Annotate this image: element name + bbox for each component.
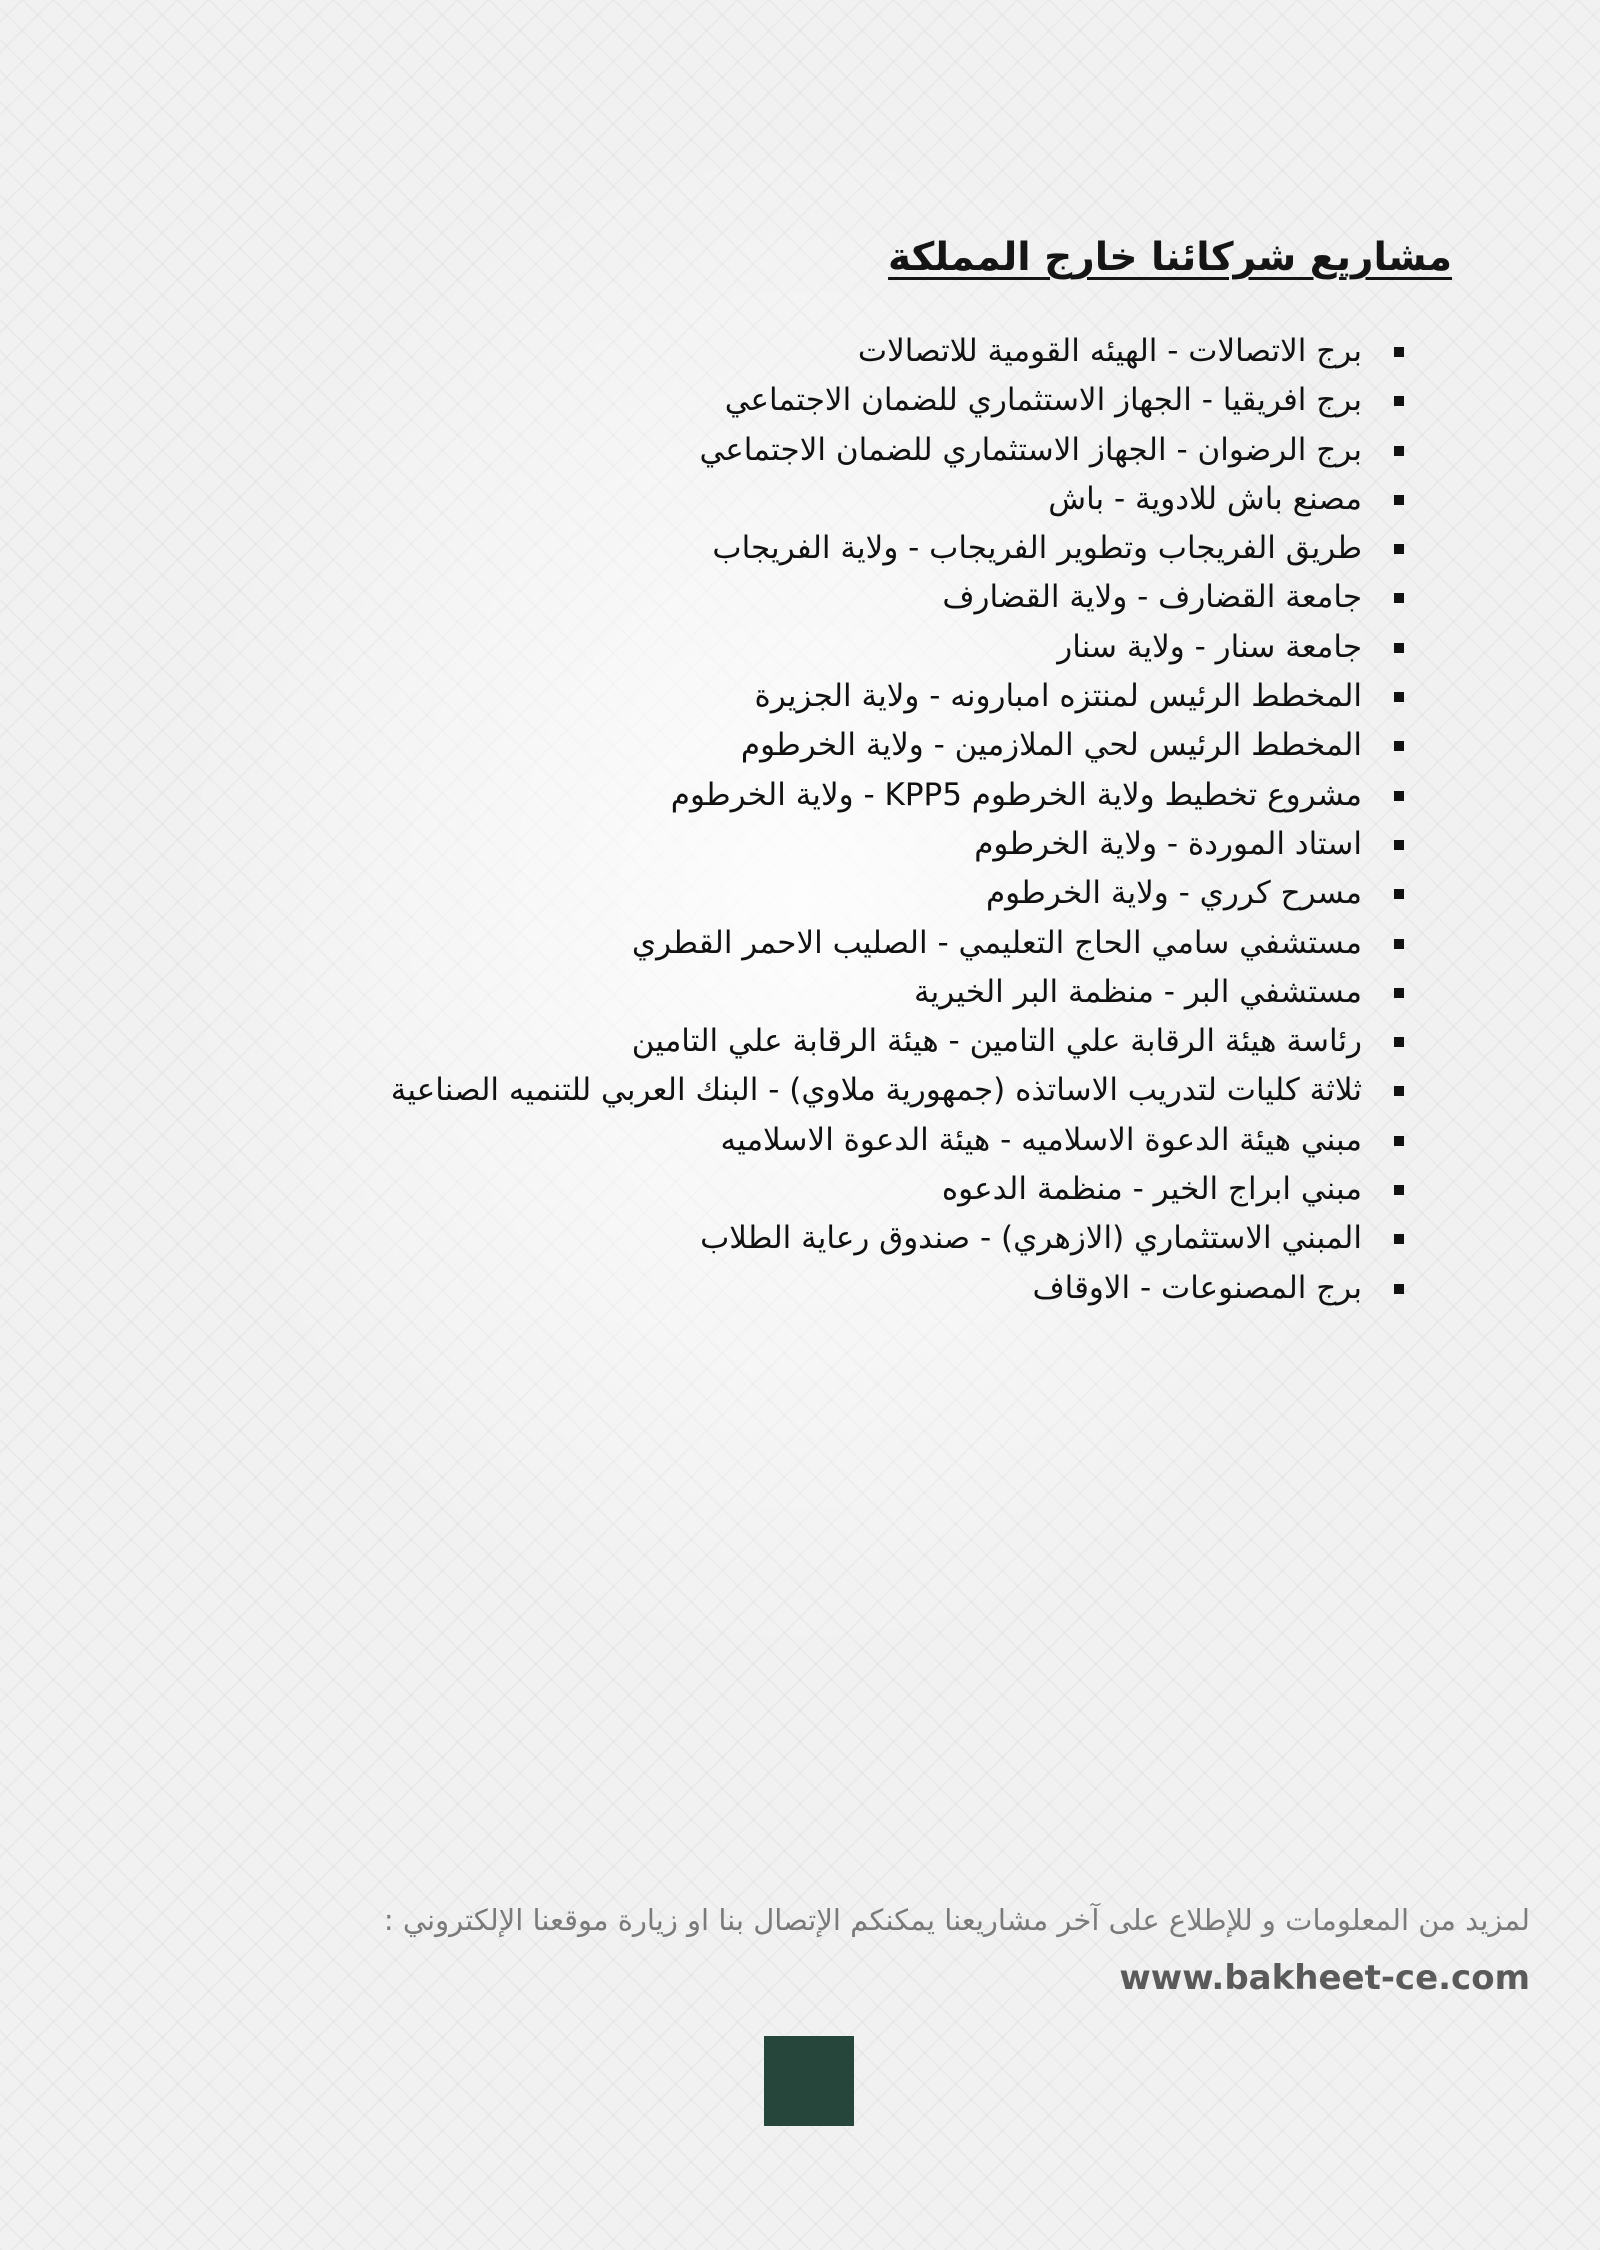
bullet-icon [1394, 1037, 1404, 1047]
bullet-icon [1394, 692, 1404, 702]
project-label: برج الاتصالات - الهيئه القومية للاتصالات [857, 333, 1362, 369]
bullet-icon [1394, 741, 1404, 751]
list-item [262, 1017, 1362, 1066]
list-item [262, 820, 1362, 869]
project-list [262, 327, 1362, 1313]
project-label: مبني ابراج الخير - منظمة الدعوه [941, 1171, 1362, 1208]
list-item [262, 376, 1362, 425]
list-item [262, 869, 1362, 918]
list-item [262, 573, 1362, 622]
project-label: طريق الفريجاب وتطوير الفريجاب - ولاية الفريجاب [712, 530, 1362, 567]
project-label: ثلاثة كليات لتدريب الاساتذه (جمهورية ملاوي) - البنك العربي للتنميه الصناعية [390, 1072, 1362, 1109]
bullet-icon [1394, 1284, 1404, 1294]
list-item [262, 1264, 1362, 1313]
project-label: برج المصنوعات - الاوقاف [1032, 1269, 1362, 1306]
bullet-icon [1394, 791, 1404, 801]
list-item [262, 1066, 1362, 1115]
bullet-icon [1394, 1185, 1404, 1195]
project-label: مشروع تخطيط ولاية الخرطوم KPP5 - ولاية الخرطوم [670, 776, 1362, 813]
project-label: مصنع باش للادوية - باش [1048, 480, 1362, 517]
bullet-icon [1394, 988, 1404, 998]
project-label: برج الرضوان - الجهاز الاستثماري للضمان الاجتماعي [699, 431, 1362, 468]
bullet-icon [1394, 593, 1404, 603]
bullet-icon [1394, 643, 1404, 653]
contact-text: لمزيد من المعلومات و للإطلاع على آخر مشاريعنا يمكنكم الإتصال بنا او زيارة موقعنا الإلكتروني : [383, 1903, 1530, 1937]
list-item [262, 771, 1362, 820]
list-item [262, 672, 1362, 721]
bullet-icon [1394, 1086, 1404, 1096]
list-item [262, 1116, 1362, 1165]
section-title: مشاريع شركائنا خارج المملكة [888, 235, 1452, 280]
list-item [262, 721, 1362, 770]
list-item [262, 327, 1362, 376]
bullet-icon [1394, 889, 1404, 899]
project-label: جامعة سنار - ولاية سنار [1057, 628, 1362, 665]
project-label: المخطط الرئيس لمنتزه امبارونه - ولاية الجزيرة [754, 678, 1362, 715]
list-item [262, 1214, 1362, 1263]
website-link[interactable]: www.bakheet-ce.com [1119, 1958, 1530, 1998]
project-label: برج افريقيا - الجهاز الاستثماري للضمان الاجتماعي [724, 382, 1362, 419]
bullet-icon [1394, 544, 1404, 554]
list-item [262, 919, 1362, 968]
bullet-icon [1394, 939, 1404, 949]
bullet-icon [1394, 495, 1404, 505]
bullet-icon [1394, 446, 1404, 456]
bullet-icon [1394, 347, 1404, 357]
bullet-icon [1394, 840, 1404, 850]
project-label: مسرح كرري - ولاية الخرطوم [985, 875, 1362, 912]
list-item [262, 968, 1362, 1017]
project-label: مستشفي البر - منظمة البر الخيرية [914, 973, 1362, 1010]
bullet-icon [1394, 1234, 1404, 1244]
project-label: مبني هيئة الدعوة الاسلاميه - هيئة الدعوة الاسلاميه [720, 1121, 1362, 1158]
project-label: المبني الاستثماري (الازهري) - صندوق رعاية الطلاب [700, 1220, 1362, 1257]
list-item [262, 475, 1362, 524]
bullet-icon [1394, 396, 1404, 406]
bullet-icon [1394, 1136, 1404, 1146]
project-label: رئاسة هيئة الرقابة علي التامين - هيئة الرقابة علي التامين [631, 1023, 1362, 1060]
list-item [262, 623, 1362, 672]
list-item [262, 426, 1362, 475]
list-item [262, 1165, 1362, 1214]
project-label: مستشفي سامي الحاج التعليمي - الصليب الاحمر القطري [631, 924, 1362, 961]
project-label: المخطط الرئيس لحي الملازمين - ولاية الخرطوم [740, 727, 1362, 764]
list-item [262, 524, 1362, 573]
project-label: جامعة القضارف - ولاية القضارف [942, 579, 1362, 616]
project-label: استاد الموردة - ولاية الخرطوم [974, 825, 1362, 862]
brand-logo-square [764, 2036, 854, 2126]
